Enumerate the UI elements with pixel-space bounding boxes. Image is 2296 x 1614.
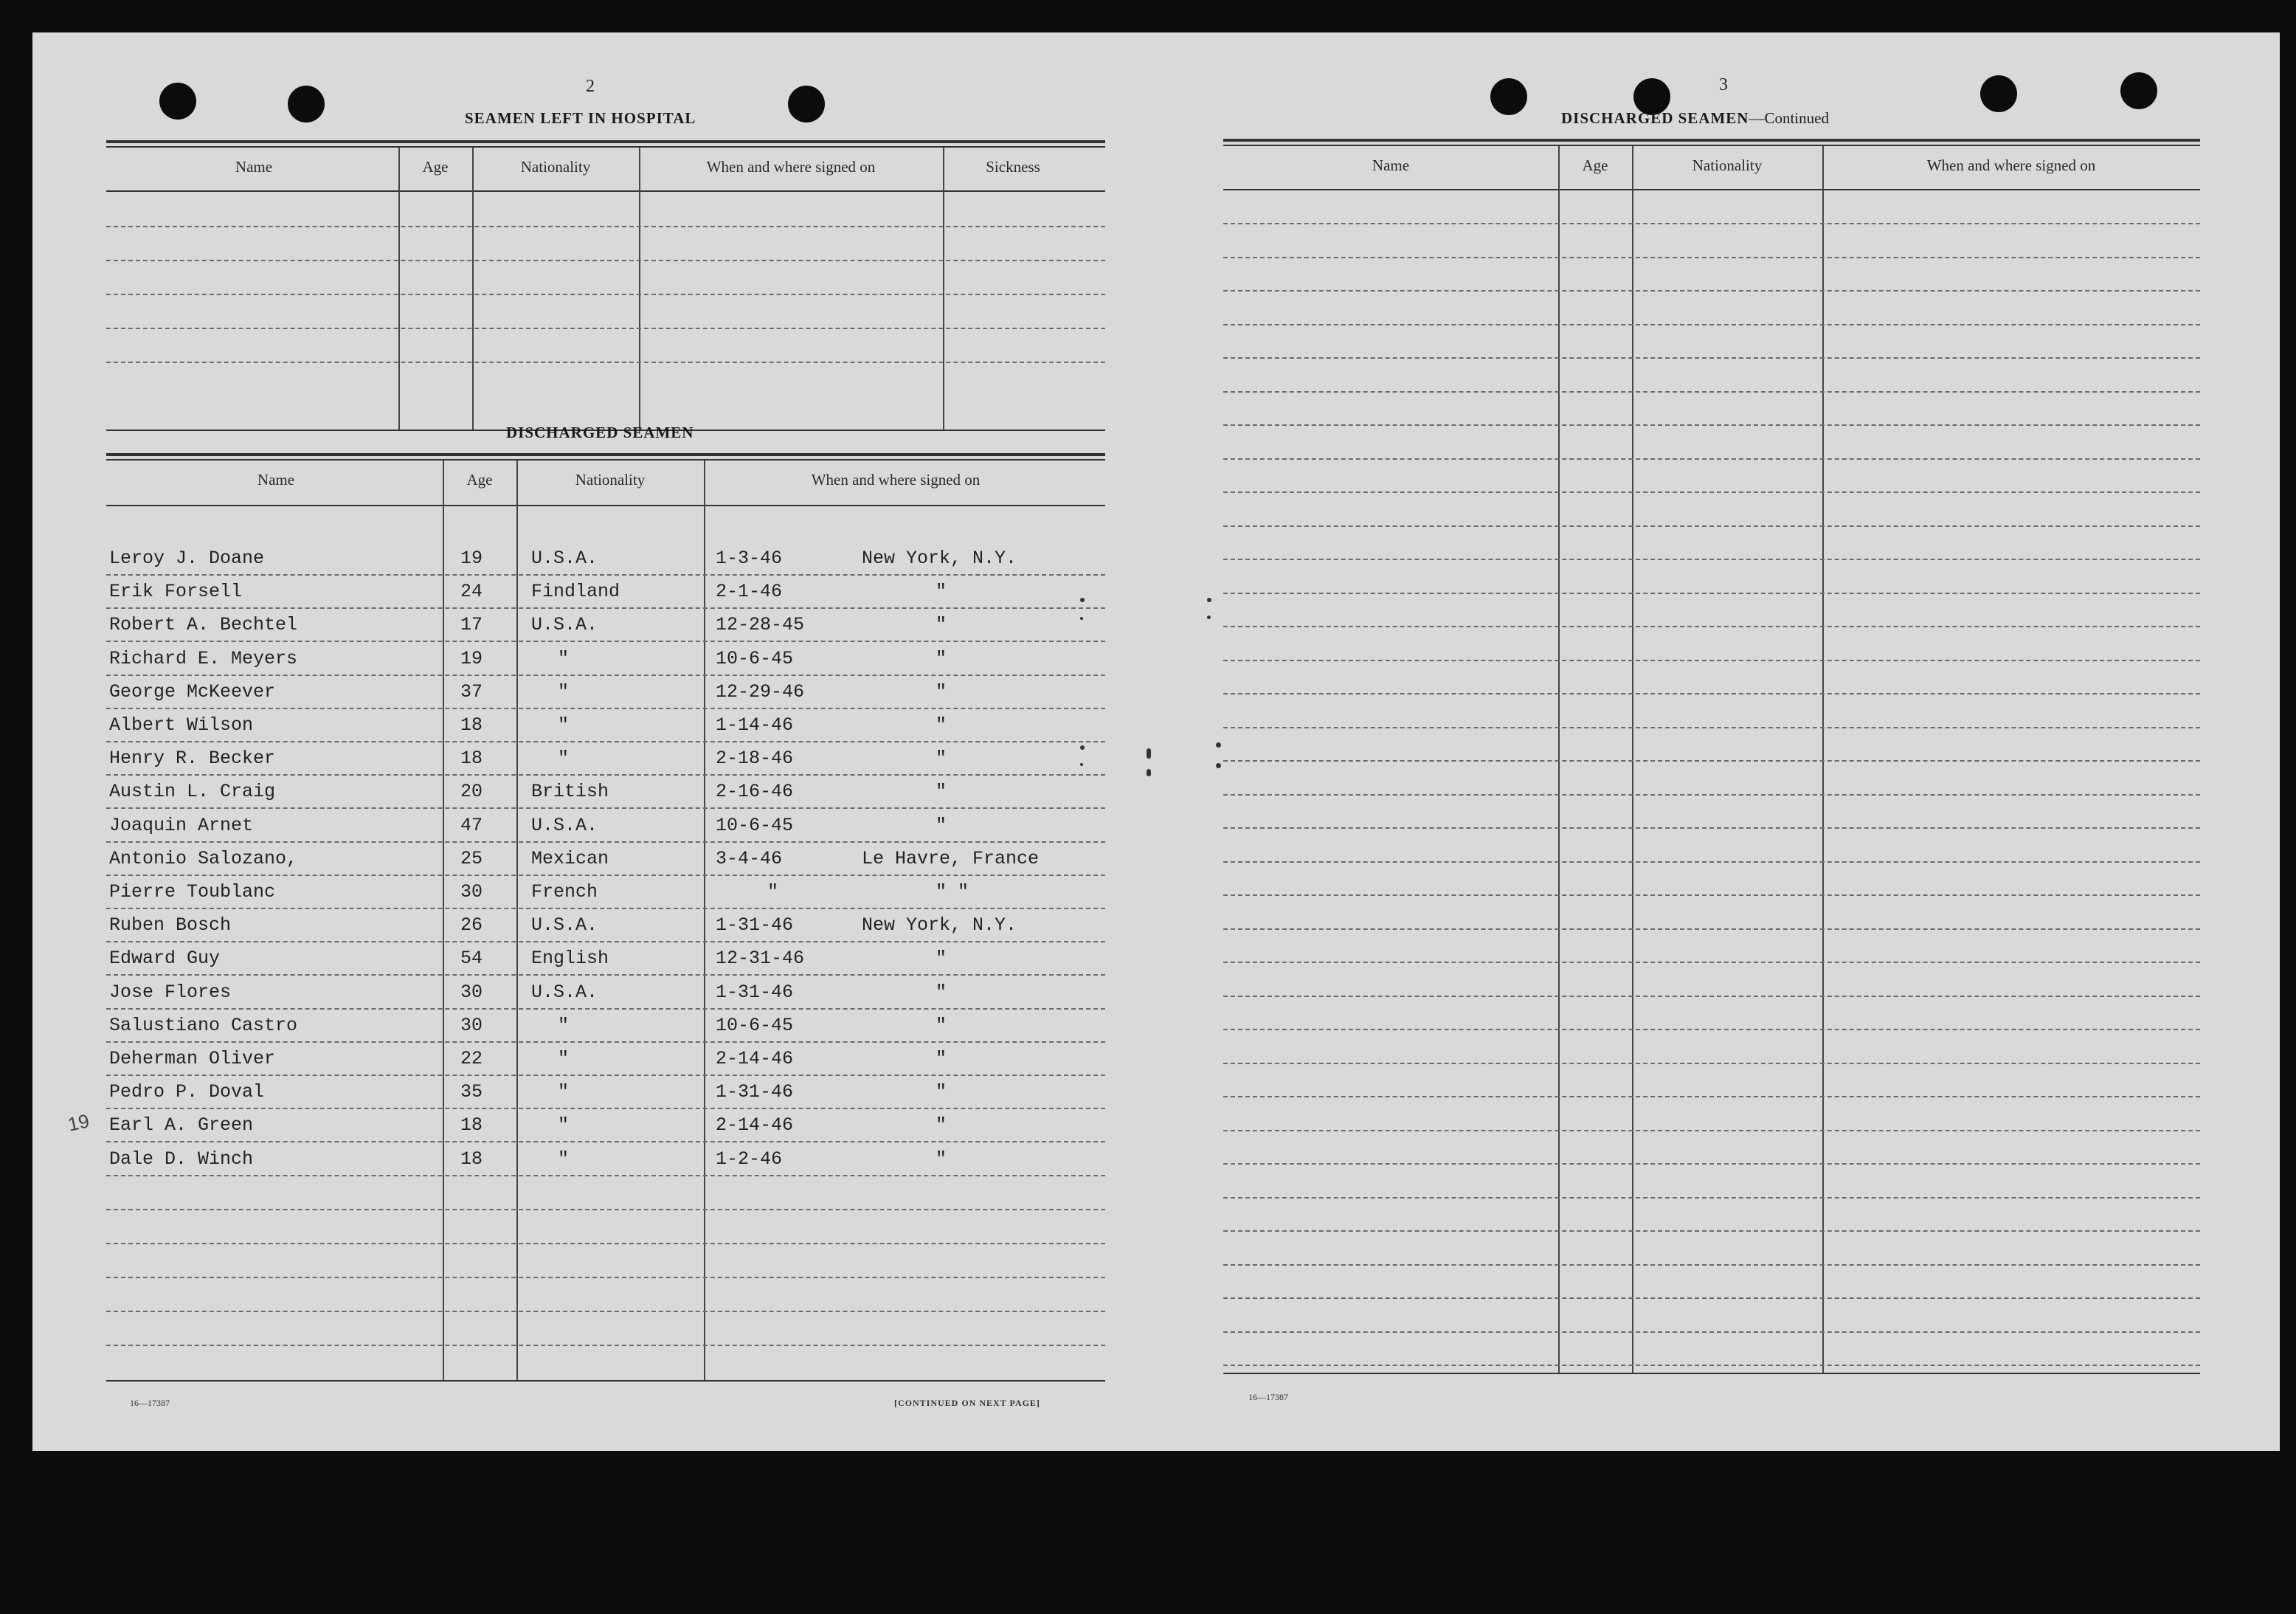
row-line xyxy=(106,841,1105,843)
right-form-number: 16—17387 xyxy=(1248,1392,1288,1402)
seaman-signed-place: New York, N.Y. xyxy=(862,914,1017,937)
seaman-nationality: English xyxy=(531,948,609,970)
seaman-signed-date: 10-6-45 xyxy=(716,1014,794,1036)
right-row-line xyxy=(1223,1197,2200,1199)
stray-mark xyxy=(1080,745,1085,750)
seaman-nationality: Findland xyxy=(531,581,620,603)
right-row-line xyxy=(1223,492,2200,493)
seaman-nationality: U.S.A. xyxy=(531,614,598,636)
discharged-header-name: Name xyxy=(257,471,295,489)
stray-mark xyxy=(1080,598,1085,602)
left-form-number: 16—17387 xyxy=(130,1398,170,1408)
stray-mark xyxy=(1147,769,1151,776)
seaman-signed-place: " xyxy=(936,814,947,836)
stray-mark xyxy=(1147,748,1151,759)
seaman-nationality: " xyxy=(558,1114,570,1137)
seaman-signed-date: 12-29-46 xyxy=(716,680,805,703)
seaman-nationality: French xyxy=(531,881,598,903)
row-line xyxy=(106,641,1105,642)
seaman-signed-place: " " xyxy=(936,881,969,903)
hospital-row-line xyxy=(106,294,1105,295)
stray-mark xyxy=(1080,617,1083,620)
seaman-signed-place: " xyxy=(936,714,947,736)
hospital-top-rule xyxy=(106,140,1105,143)
seaman-signed-place: " xyxy=(936,981,947,1003)
seaman-signed-place: " xyxy=(936,1014,947,1036)
seaman-signed-place: Le Havre, France xyxy=(862,847,1040,869)
seaman-age: 25 xyxy=(460,847,483,869)
hospital-header-age: Age xyxy=(422,158,449,176)
right-row-line xyxy=(1223,660,2200,661)
row-line xyxy=(106,908,1105,909)
punch-hole xyxy=(2120,72,2157,109)
seaman-signed-date: 2-14-46 xyxy=(716,1048,794,1069)
right-bottom-rule xyxy=(1223,1373,2200,1374)
discharged-header-age: Age xyxy=(466,471,493,489)
right-row-line xyxy=(1223,1163,2200,1165)
seaman-signed-place: " xyxy=(936,1114,947,1137)
ledger-sheet xyxy=(32,32,2280,1451)
right-row-line xyxy=(1223,223,2200,224)
right-header-name: Name xyxy=(1372,156,1410,174)
row-line xyxy=(106,1008,1105,1010)
punch-hole xyxy=(1980,75,2017,112)
right-section-title-main: DISCHARGED SEAMEN xyxy=(1561,109,1749,127)
row-line xyxy=(106,675,1105,676)
discharged-header-signed-on: When and where signed on xyxy=(811,471,981,489)
seaman-nationality: " xyxy=(558,1048,570,1069)
discharged-header-nationality: Nationality xyxy=(575,471,646,489)
seaman-age: 30 xyxy=(460,981,483,1003)
seaman-nationality: U.S.A. xyxy=(531,914,598,937)
blank-row-line xyxy=(106,1345,1105,1346)
seaman-signed-place: " xyxy=(936,647,947,669)
seaman-signed-date: 10-6-45 xyxy=(716,647,794,669)
right-row-line xyxy=(1223,357,2200,359)
seaman-age: 19 xyxy=(460,548,483,569)
row-line xyxy=(106,774,1105,776)
seaman-nationality: " xyxy=(558,1014,570,1036)
row-line xyxy=(106,807,1105,809)
right-section-title xyxy=(1561,109,1829,128)
seaman-name: Dale D. Winch xyxy=(109,1148,254,1170)
seaman-name: Ruben Bosch xyxy=(109,914,232,937)
seaman-nationality: " xyxy=(558,714,570,736)
blank-row-line xyxy=(106,1209,1105,1210)
right-row-line xyxy=(1223,626,2200,627)
right-row-line xyxy=(1223,996,2200,997)
seaman-name: Joaquin Arnet xyxy=(109,814,254,836)
row-line xyxy=(106,1141,1105,1142)
seaman-nationality: " xyxy=(558,647,570,669)
seaman-name: Richard E. Meyers xyxy=(109,647,298,669)
hospital-header-nationality: Nationality xyxy=(520,158,591,176)
seaman-age: 18 xyxy=(460,1114,483,1137)
seaman-nationality: " xyxy=(558,680,570,703)
seaman-name: Robert A. Bechtel xyxy=(109,614,298,636)
row-line xyxy=(106,1041,1105,1043)
right-row-line xyxy=(1223,827,2200,829)
stray-mark xyxy=(1080,763,1083,766)
seaman-name: George McKeever xyxy=(109,680,276,703)
seaman-signed-place: New York, N.Y. xyxy=(862,548,1017,569)
right-row-line xyxy=(1223,593,2200,594)
margin-note: 19 xyxy=(66,1109,91,1136)
right-header-rule xyxy=(1223,189,2200,190)
seaman-signed-place: " xyxy=(936,1148,947,1170)
right-row-line xyxy=(1223,1029,2200,1030)
right-row-line xyxy=(1223,1264,2200,1266)
seaman-signed-date: 12-31-46 xyxy=(716,948,805,970)
hospital-row-line xyxy=(106,226,1105,227)
right-row-line xyxy=(1223,760,2200,762)
seaman-signed-place: " xyxy=(936,781,947,803)
seaman-age: 47 xyxy=(460,814,483,836)
seaman-signed-place: " xyxy=(936,948,947,970)
seaman-age: 18 xyxy=(460,1148,483,1170)
hospital-header-sickness: Sickness xyxy=(986,158,1040,176)
right-row-line xyxy=(1223,1365,2200,1366)
right-row-line xyxy=(1223,1130,2200,1131)
seaman-age: 22 xyxy=(460,1048,483,1069)
seaman-age: 26 xyxy=(460,914,483,937)
seaman-nationality: Mexican xyxy=(531,847,609,869)
seaman-age: 20 xyxy=(460,781,483,803)
hospital-row-line xyxy=(106,260,1105,261)
right-row-line xyxy=(1223,928,2200,930)
row-line xyxy=(106,1175,1105,1176)
seaman-signed-date: 1-31-46 xyxy=(716,981,794,1003)
hospital-top-rule-thin xyxy=(106,146,1105,148)
right-header-signed-on: When and where signed on xyxy=(1926,156,2096,174)
seaman-signed-place: " xyxy=(936,581,947,603)
seaman-age: 18 xyxy=(460,714,483,736)
seaman-name: Deherman Oliver xyxy=(109,1048,276,1069)
blank-row-line xyxy=(106,1243,1105,1244)
seaman-age: 30 xyxy=(460,881,483,903)
seaman-signed-place: " xyxy=(936,1048,947,1069)
seaman-signed-date: 1-31-46 xyxy=(716,1081,794,1103)
row-line xyxy=(106,607,1105,609)
seaman-age: 19 xyxy=(460,647,483,669)
right-row-line xyxy=(1223,424,2200,426)
seaman-age: 24 xyxy=(460,581,483,603)
seaman-signed-place: " xyxy=(936,614,947,636)
seaman-signed-place: " xyxy=(936,680,947,703)
seaman-signed-place: " xyxy=(936,1081,947,1103)
right-row-line xyxy=(1223,693,2200,694)
seaman-name: Earl A. Green xyxy=(109,1114,254,1137)
seaman-signed-date: 12-28-45 xyxy=(716,614,805,636)
seaman-age: 18 xyxy=(460,748,483,770)
seaman-signed-date: 1-3-46 xyxy=(716,548,783,569)
right-row-line xyxy=(1223,257,2200,258)
seaman-nationality: " xyxy=(558,1081,570,1103)
seaman-signed-date: 2-18-46 xyxy=(716,748,794,770)
seaman-name: Salustiano Castro xyxy=(109,1014,298,1036)
discharged-top-rule-thin xyxy=(106,459,1105,461)
row-line xyxy=(106,1108,1105,1109)
row-line xyxy=(106,708,1105,709)
seaman-name: Antonio Salozano, xyxy=(109,847,298,869)
seaman-signed-place: " xyxy=(936,748,947,770)
right-row-line xyxy=(1223,962,2200,963)
hospital-row-line xyxy=(106,362,1105,363)
seaman-signed-date: 2-1-46 xyxy=(716,581,783,603)
stray-mark xyxy=(1216,763,1221,768)
right-header-age: Age xyxy=(1582,156,1608,174)
right-row-line xyxy=(1223,894,2200,896)
right-row-line xyxy=(1223,324,2200,325)
right-section-title-suffix: —Continued xyxy=(1749,109,1829,127)
right-row-line xyxy=(1223,1063,2200,1064)
stray-mark xyxy=(1207,598,1211,602)
right-row-line xyxy=(1223,559,2200,560)
seaman-signed-date: 2-16-46 xyxy=(716,781,794,803)
row-line xyxy=(106,941,1105,942)
right-top-rule xyxy=(1223,139,2200,142)
seaman-age: 17 xyxy=(460,614,483,636)
hospital-col-divider xyxy=(943,148,944,431)
hospital-header-name: Name xyxy=(235,158,273,176)
punch-hole xyxy=(1490,78,1527,115)
right-row-line xyxy=(1223,290,2200,292)
seaman-nationality: U.S.A. xyxy=(531,981,598,1003)
right-row-line xyxy=(1223,1297,2200,1299)
seaman-nationality: British xyxy=(531,781,609,803)
right-row-line xyxy=(1223,1230,2200,1232)
right-row-line xyxy=(1223,727,2200,728)
seaman-signed-date: 3-4-46 xyxy=(716,847,783,869)
discharged-bottom-rule xyxy=(106,1380,1105,1382)
seaman-name: Leroy J. Doane xyxy=(109,548,265,569)
row-line xyxy=(106,741,1105,742)
right-row-line xyxy=(1223,861,2200,863)
punch-hole xyxy=(788,86,825,123)
seaman-signed-date: 10-6-45 xyxy=(716,814,794,836)
discharged-top-rule xyxy=(106,453,1105,456)
seaman-name: Pedro P. Doval xyxy=(109,1081,265,1103)
right-row-line xyxy=(1223,458,2200,460)
seaman-signed-date: 1-14-46 xyxy=(716,714,794,736)
seaman-name: Erik Forsell xyxy=(109,581,243,603)
seaman-nationality: U.S.A. xyxy=(531,814,598,836)
seaman-nationality: " xyxy=(558,748,570,770)
seaman-age: 35 xyxy=(460,1081,483,1103)
seaman-signed-date: 1-31-46 xyxy=(716,914,794,937)
seaman-signed-date: " xyxy=(767,881,779,903)
right-row-line xyxy=(1223,391,2200,393)
hospital-section-title: SEAMEN LEFT IN HOSPITAL xyxy=(465,109,696,127)
right-row-line xyxy=(1223,794,2200,796)
right-top-rule-thin xyxy=(1223,145,2200,146)
seaman-signed-date: 1-2-46 xyxy=(716,1148,783,1170)
hospital-col-divider xyxy=(472,148,474,431)
seaman-name: Austin L. Craig xyxy=(109,781,276,803)
stray-mark xyxy=(1207,615,1211,619)
right-header-nationality: Nationality xyxy=(1692,156,1763,174)
seaman-name: Pierre Toublanc xyxy=(109,881,276,903)
blank-row-line xyxy=(106,1277,1105,1278)
seaman-nationality: U.S.A. xyxy=(531,548,598,569)
row-line xyxy=(106,875,1105,876)
seaman-signed-date: 2-14-46 xyxy=(716,1114,794,1137)
hospital-header-signed-on: When and where signed on xyxy=(706,158,876,176)
row-line xyxy=(106,1075,1105,1076)
seaman-age: 54 xyxy=(460,948,483,970)
stray-mark xyxy=(1216,742,1221,748)
seaman-nationality: " xyxy=(558,1148,570,1170)
seaman-name: Edward Guy xyxy=(109,948,221,970)
row-line xyxy=(106,974,1105,976)
seaman-name: Albert Wilson xyxy=(109,714,254,736)
hospital-header-rule xyxy=(106,190,1105,192)
seaman-age: 30 xyxy=(460,1014,483,1036)
hospital-row-line xyxy=(106,328,1105,329)
seaman-age: 37 xyxy=(460,680,483,703)
blank-row-line xyxy=(106,1311,1105,1312)
right-row-line xyxy=(1223,525,2200,527)
right-row-line xyxy=(1223,1331,2200,1333)
hospital-col-divider xyxy=(398,148,400,431)
seaman-name: Jose Flores xyxy=(109,981,232,1003)
punch-hole xyxy=(288,86,325,123)
left-page-number: 2 xyxy=(586,77,595,96)
discharged-section-title: DISCHARGED SEAMEN xyxy=(506,424,694,441)
right-row-line xyxy=(1223,1096,2200,1097)
discharged-header-rule xyxy=(106,505,1105,506)
hospital-col-divider xyxy=(639,148,640,431)
row-line xyxy=(106,574,1105,576)
punch-hole xyxy=(159,83,196,120)
continued-note: [CONTINUED ON NEXT PAGE] xyxy=(894,1398,1040,1408)
right-page-number: 3 xyxy=(1719,75,1728,94)
seaman-name: Henry R. Becker xyxy=(109,748,276,770)
